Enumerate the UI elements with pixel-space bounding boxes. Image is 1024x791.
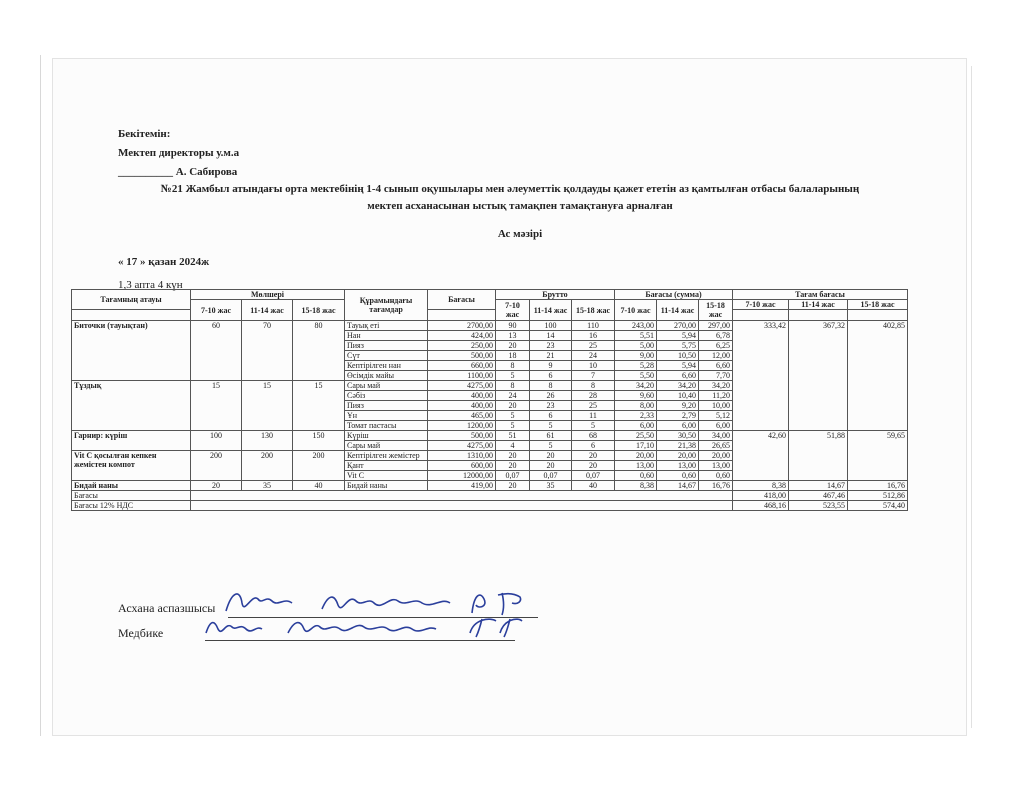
sum-age3: 10,00 [699,401,733,411]
brutto-age2: 21 [530,351,572,361]
brutto-age1: 13 [496,331,530,341]
brutto-age1: 51 [496,431,530,441]
summary-age1: 418,00 [733,491,789,501]
table-body [72,321,908,511]
brutto-age1: 24 [496,391,530,401]
brutto-age1: 5 [496,371,530,381]
header-dish-price: Тағам бағасы [733,290,908,300]
summary-label: Бағасы 12% НДС [72,501,191,511]
sum-age3: 6,25 [699,341,733,351]
ingredient-price: 419,00 [428,481,496,491]
sum-age2: 6,60 [657,371,699,381]
nurse-label: Медбике [118,626,164,640]
sum-age1: 5,00 [615,341,657,351]
dish-name: Тұздық [72,381,191,431]
ingredient-name: Бидай наны [345,481,428,491]
brutto-age2: 20 [530,461,572,471]
sum-age2: 20,00 [657,451,699,461]
ingredient-price: 12000,00 [428,471,496,481]
sum-age1: 8,38 [615,481,657,491]
sum-age1: 20,00 [615,451,657,461]
ingredient-price: 250,00 [428,341,496,351]
brutto-age3: 16 [572,331,615,341]
sum-age3: 34,20 [699,381,733,391]
sum-age3: 34,00 [699,431,733,441]
menu-table [71,289,908,511]
sum-age2: 6,00 [657,421,699,431]
menu-date: « 17 » қазан 2024ж [118,256,210,268]
ingredient-name: Сары май [345,441,428,451]
brutto-age1: 18 [496,351,530,361]
total-age2: 51,88 [789,431,848,481]
brutto-age3: 20 [572,451,615,461]
summary-label: Бағасы [72,491,191,501]
ingredient-price: 660,00 [428,361,496,371]
brutto-age3: 25 [572,341,615,351]
header-t-age3: 15-18 жас [848,300,908,310]
ingredient-name: Пияз [345,401,428,411]
dish-name: Бидай наны [72,481,191,491]
total-age3: 16,76 [848,481,908,491]
table-row [72,481,908,491]
ingredient-name: Vit C [345,471,428,481]
header-dish-name: Тағамның атауы [72,290,191,310]
sum-age2: 5,75 [657,341,699,351]
brutto-age2: 100 [530,321,572,331]
brutto-age1: 5 [496,421,530,431]
header-ingredients: Құрамындағы тағамдар [345,290,428,321]
title-line-1: №21 Жамбыл атындағы орта мектебінің 1-4 сынып оқушылары мен әлеуметтік қолдауды қажет ететін аз қамтылған отбасы балаларының [160,183,860,195]
sum-age2: 5,94 [657,361,699,371]
header-blank-dish [72,310,191,321]
header-blank-t3 [848,310,908,321]
quantity-age3: 150 [293,431,345,451]
brutto-age2: 8 [530,381,572,391]
brutto-age3: 8 [572,381,615,391]
summary-row [72,491,908,501]
brutto-age1: 8 [496,361,530,371]
sum-age2: 5,94 [657,331,699,341]
ingredient-name: Сары май [345,381,428,391]
sum-age1: 0,60 [615,471,657,481]
header-b-age3: 15-18 жас [572,300,615,321]
ingredient-price: 1100,00 [428,371,496,381]
approval-line-2: Мектеп директоры у.м.а [118,147,240,159]
approval-line-3: __________ А. Сабирова [118,166,238,178]
brutto-age3: 7 [572,371,615,381]
sum-age3: 16,76 [699,481,733,491]
header-quantity: Мөлшері [191,290,345,300]
sum-age3: 26,65 [699,441,733,451]
quantity-age3: 200 [293,451,345,481]
sum-age3: 6,00 [699,421,733,431]
summary-row [72,501,908,511]
ingredient-price: 4275,00 [428,381,496,391]
brutto-age1: 20 [496,461,530,471]
sum-age3: 7,70 [699,371,733,381]
quantity-age2: 70 [242,321,293,381]
brutto-age3: 40 [572,481,615,491]
sum-age1: 13,00 [615,461,657,471]
menu-week: 1,3 апта 4 күн [118,279,183,291]
brutto-age2: 0,07 [530,471,572,481]
sum-age2: 34,20 [657,381,699,391]
approval-line-1: Бекітемін: [118,128,171,140]
ingredient-name: Пияз [345,341,428,351]
ingredient-price: 400,00 [428,401,496,411]
header-t-age1: 7-10 жас [733,300,789,310]
header-b-age1: 7-10 жас [496,300,530,321]
brutto-age3: 25 [572,401,615,411]
sum-age1: 5,50 [615,371,657,381]
brutto-age2: 20 [530,451,572,461]
sum-age1: 9,60 [615,391,657,401]
summary-spacer [191,501,733,511]
sum-age3: 5,12 [699,411,733,421]
header-blank-t1 [733,310,789,321]
table-row [72,321,908,331]
brutto-age3: 11 [572,411,615,421]
ingredient-name: Нан [345,331,428,341]
dish-name: Гарнир: күріш [72,431,191,451]
quantity-age2: 15 [242,381,293,431]
header-price: Бағасы [428,290,496,310]
quantity-age2: 35 [242,481,293,491]
ingredient-price: 1310,00 [428,451,496,461]
brutto-age2: 26 [530,391,572,401]
dish-name: Vit C қосылған кепкен жемістен компот [72,451,191,481]
brutto-age3: 24 [572,351,615,361]
ingredient-price: 4275,00 [428,441,496,451]
summary-age3: 512,86 [848,491,908,501]
nurse-signature-line [205,640,515,641]
sum-age1: 243,00 [615,321,657,331]
quantity-age2: 130 [242,431,293,451]
dish-name: Биточки (тауықтан) [72,321,191,381]
brutto-age1: 20 [496,341,530,351]
brutto-age1: 20 [496,401,530,411]
ingredient-price: 465,00 [428,411,496,421]
summary-spacer [191,491,733,501]
header-s-age3: 15-18 жас [699,300,733,321]
sum-age1: 6,00 [615,421,657,431]
header-blank-t2 [789,310,848,321]
nurse-signature [200,611,530,641]
ingredient-price: 424,00 [428,331,496,341]
ingredient-name: Кептірілген жемістер [345,451,428,461]
sum-age1: 25,50 [615,431,657,441]
sum-age1: 8,00 [615,401,657,411]
brutto-age2: 14 [530,331,572,341]
header-q-age2: 11-14 жас [242,300,293,321]
brutto-age3: 28 [572,391,615,401]
brutto-age3: 20 [572,461,615,471]
summary-age2: 467,46 [789,491,848,501]
sum-age3: 13,00 [699,461,733,471]
sum-age3: 297,00 [699,321,733,331]
total-age2: 367,32 [789,321,848,431]
cook-label: Асхана аспазшысы [118,601,216,615]
ingredient-price: 500,00 [428,431,496,441]
header-b-age2: 11-14 жас [530,300,572,321]
sum-age2: 9,20 [657,401,699,411]
brutto-age2: 35 [530,481,572,491]
brutto-age1: 4 [496,441,530,451]
quantity-age2: 200 [242,451,293,481]
summary-age1: 468,16 [733,501,789,511]
sum-age3: 6,78 [699,331,733,341]
sum-age1: 9,00 [615,351,657,361]
ingredient-name: Ұн [345,411,428,421]
brutto-age1: 0,07 [496,471,530,481]
quantity-age3: 80 [293,321,345,381]
header-brutto: Брутто [496,290,615,300]
scan-edge-left [40,55,41,736]
ingredient-price: 2700,00 [428,321,496,331]
sum-age2: 30,50 [657,431,699,441]
quantity-age3: 40 [293,481,345,491]
summary-age3: 574,40 [848,501,908,511]
total-age3: 59,65 [848,431,908,481]
sum-age1: 5,28 [615,361,657,371]
brutto-age2: 9 [530,361,572,371]
ingredient-name: Томат пастасы [345,421,428,431]
sum-age3: 0,60 [699,471,733,481]
table-row [72,431,908,441]
header-t-age2: 11-14 жас [789,300,848,310]
ingredient-name: Кептірілген нан [345,361,428,371]
sum-age2: 13,00 [657,461,699,471]
sum-age2: 2,79 [657,411,699,421]
quantity-age1: 20 [191,481,242,491]
brutto-age3: 5 [572,421,615,431]
brutto-age2: 6 [530,371,572,381]
quantity-age3: 15 [293,381,345,431]
header-s-age1: 7-10 жас [615,300,657,321]
ingredient-name: Қант [345,461,428,471]
sum-age2: 21,38 [657,441,699,451]
brutto-age1: 5 [496,411,530,421]
brutto-age2: 5 [530,421,572,431]
brutto-age3: 68 [572,431,615,441]
header-blank-price [428,310,496,321]
brutto-age3: 10 [572,361,615,371]
total-age2: 14,67 [789,481,848,491]
ingredient-price: 500,00 [428,351,496,361]
sum-age2: 270,00 [657,321,699,331]
brutto-age2: 5 [530,441,572,451]
table-header [72,290,908,321]
brutto-age1: 20 [496,481,530,491]
ingredient-name: Сүт [345,351,428,361]
sum-age1: 5,51 [615,331,657,341]
ingredient-price: 600,00 [428,461,496,471]
brutto-age1: 20 [496,451,530,461]
quantity-age1: 200 [191,451,242,481]
ingredient-name: Сәбіз [345,391,428,401]
header-price-sum: Бағасы (сумма) [615,290,733,300]
header-q-age1: 7-10 жас [191,300,242,321]
sum-age3: 6,60 [699,361,733,371]
sum-age1: 2,33 [615,411,657,421]
summary-age2: 523,55 [789,501,848,511]
brutto-age1: 90 [496,321,530,331]
total-age1: 333,42 [733,321,789,431]
sum-age2: 10,50 [657,351,699,361]
sum-age1: 34,20 [615,381,657,391]
ingredient-name: Өсімдік майы [345,371,428,381]
quantity-age1: 60 [191,321,242,381]
brutto-age2: 61 [530,431,572,441]
brutto-age3: 0,07 [572,471,615,481]
total-age1: 8,38 [733,481,789,491]
quantity-age1: 100 [191,431,242,451]
title-line-2: мектеп асханасынан ыстық тамақпен тамақтануға арналған [367,200,673,212]
total-age1: 42,60 [733,431,789,481]
ingredient-price: 1200,00 [428,421,496,431]
brutto-age3: 110 [572,321,615,331]
title-line-3: Ас мәзірі [497,228,543,240]
header-q-age3: 15-18 жас [293,300,345,321]
sum-age2: 10,40 [657,391,699,401]
sum-age2: 14,67 [657,481,699,491]
sum-age2: 0,60 [657,471,699,481]
brutto-age2: 6 [530,411,572,421]
brutto-age3: 6 [572,441,615,451]
ingredient-price: 400,00 [428,391,496,401]
brutto-age2: 23 [530,401,572,411]
ingredient-name: Тауық еті [345,321,428,331]
quantity-age1: 15 [191,381,242,431]
sum-age3: 12,00 [699,351,733,361]
sum-age3: 11,20 [699,391,733,401]
sum-age1: 17,10 [615,441,657,451]
total-age3: 402,85 [848,321,908,431]
brutto-age2: 23 [530,341,572,351]
brutto-age1: 8 [496,381,530,391]
header-s-age2: 11-14 жас [657,300,699,321]
ingredient-name: Күріш [345,431,428,441]
sum-age3: 20,00 [699,451,733,461]
